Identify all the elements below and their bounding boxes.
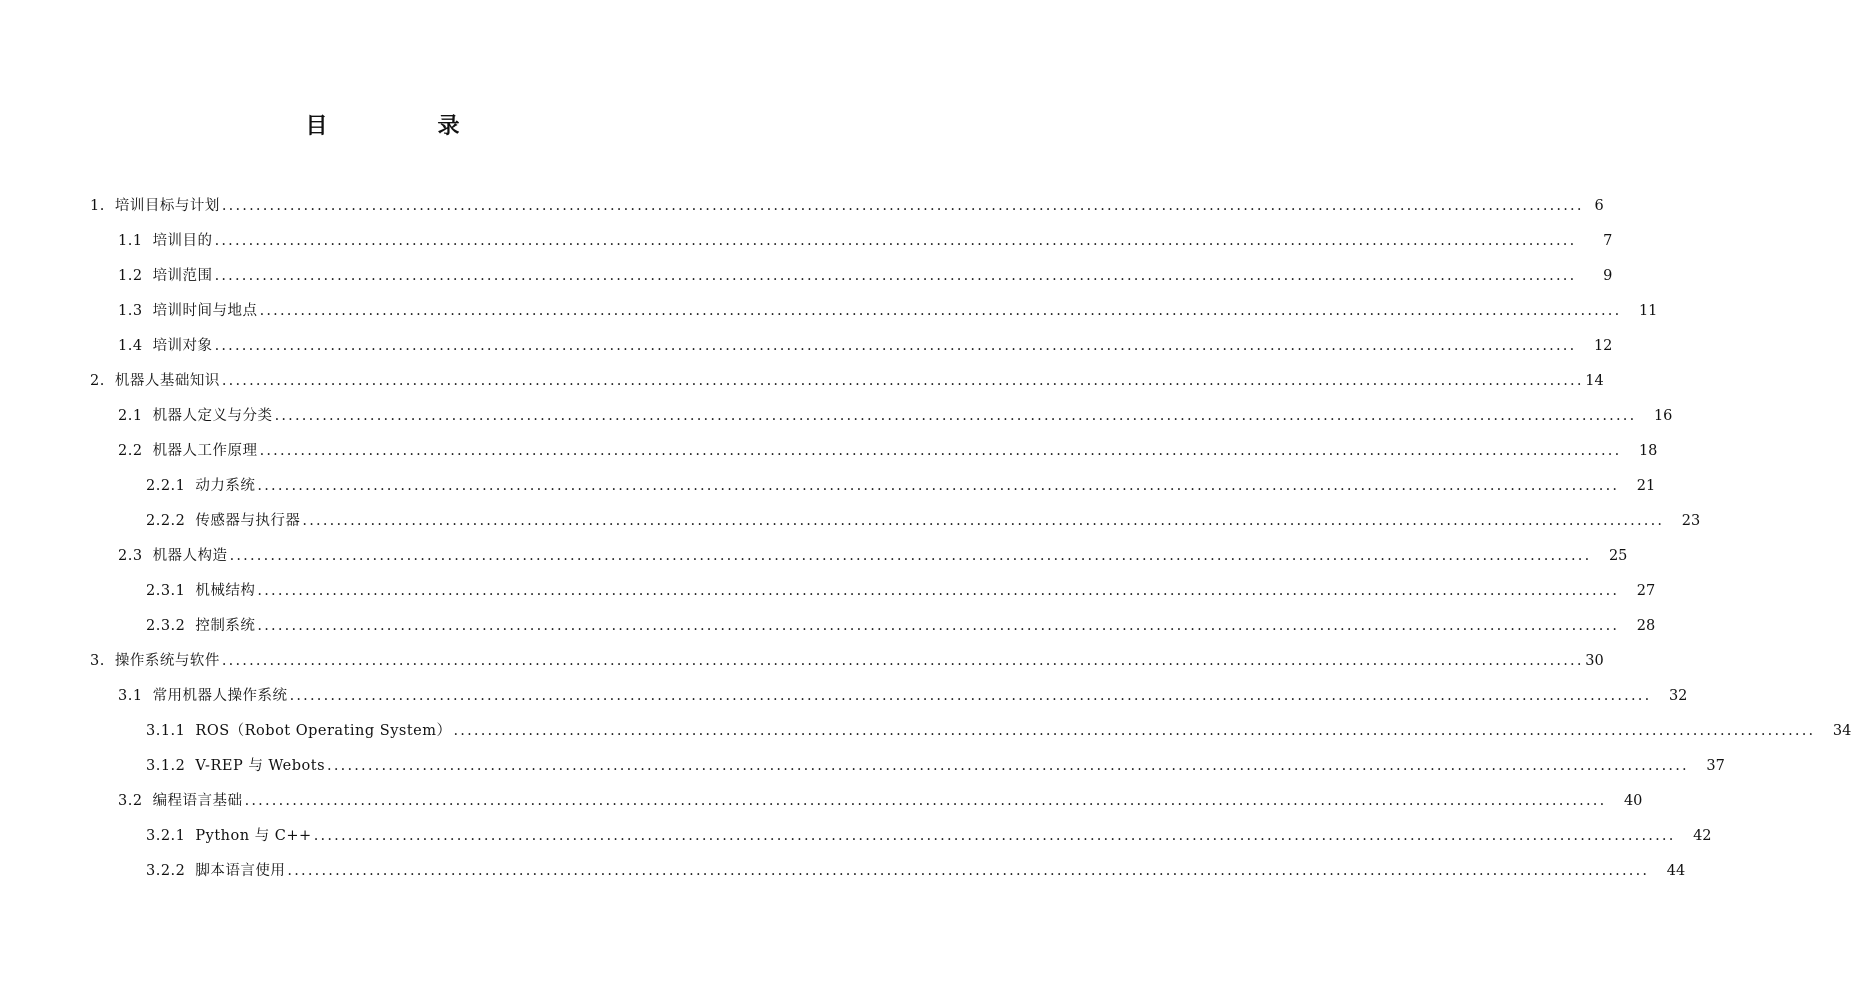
toc-entry[interactable] [0,398,1673,433]
toc-entry-title: 控制系统 [195,618,256,635]
toc-entry-label [90,196,220,216]
toc-entry-label [118,301,258,321]
dot-leader: ........................................................................................................................................................................................................ [221,653,1584,670]
dot-leader: ........................................................................................................................................................................................................ [214,232,1577,249]
toc-entry-title: 机器人定义与分类 [152,407,273,424]
toc-entry[interactable] [0,363,1604,398]
dot-leader: ........................................................................................................................................................................................................ [214,267,1577,284]
dot-leader: ........................................................................................................................................................................................................ [287,863,1650,880]
toc-entry[interactable] [0,714,1851,749]
toc-entry-title: Python 与 C++ [195,828,312,845]
toc-entry-number: 3.1.2 [146,758,186,775]
toc-entry-title: 机器人工作原理 [152,442,258,459]
page-title: 目 录 [305,114,504,139]
toc-entry-page-number: 23 [1681,512,1701,529]
toc-entry-number: 1.3 [118,302,143,319]
toc-entry-page-number: 28 [1636,618,1656,635]
toc-entry-label [146,581,255,601]
toc-entry-number: 2.3 [118,547,143,564]
toc-entry-number: 3. [90,653,105,670]
dot-leader: ........................................................................................................................................................................................................ [229,547,1592,564]
toc-entry[interactable] [0,784,1643,819]
toc-entry-number: 2.3.1 [146,583,186,600]
toc-entry-number: 1.4 [118,337,143,354]
toc-entry-number: 1.2 [118,267,143,284]
toc-entry-label [146,861,285,881]
toc-entry-label [146,756,325,776]
toc-entry-label [146,721,451,741]
toc-entry-page-number: 7 [1603,232,1613,249]
toc-entry-title: 编程语言基础 [152,793,243,810]
toc-entry-page-number: 37 [1706,758,1725,775]
dot-leader: ........................................................................................................................................................................................................ [221,372,1584,389]
toc-entry-label [146,511,300,531]
toc-entry[interactable] [0,538,1628,573]
toc-entry-label [118,231,213,251]
toc-entry-page-number: 25 [1608,547,1628,564]
dot-leader: ........................................................................................................................................................................................................ [327,758,1689,775]
toc-entry-label [118,406,273,426]
dot-leader: ........................................................................................................................................................................................................ [302,512,1665,529]
toc-entry-title: 培训目的 [152,232,213,249]
toc-entry-page-number: 21 [1636,477,1656,494]
toc-entry-label [146,826,312,846]
toc-entry-number: 2.2.2 [146,512,186,529]
toc-entry-number: 3.2.2 [146,863,186,880]
toc-entry-number: 3.1 [118,688,143,705]
toc-entry-title: 培训时间与地点 [152,302,258,319]
toc-entry-page-number: 14 [1585,372,1604,389]
toc-entry[interactable] [0,258,1613,293]
dot-leader: ........................................................................................................................................................................................................ [244,793,1607,810]
toc-entry-label [90,651,220,671]
toc-entry-page-number: 42 [1693,828,1712,845]
toc-entry-number: 3.2 [118,793,143,810]
toc-entry-label [118,546,228,566]
toc-entry-number: 3.1.1 [146,723,186,740]
toc-entry[interactable] [0,574,1656,609]
dot-leader: ........................................................................................................................................................................................................ [453,723,1816,740]
toc-entry[interactable] [0,328,1613,363]
dot-leader: ........................................................................................................................................................................................................ [313,828,1676,845]
toc-entry-number: 2.3.2 [146,618,186,635]
toc-entry[interactable] [0,503,1701,538]
toc-entry-title: 机器人基础知识 [114,372,220,389]
toc-entry[interactable] [0,293,1658,328]
toc-entry-number: 1. [90,197,105,214]
toc-entry-page-number: 18 [1638,442,1658,459]
dot-leader: ........................................................................................................................................................................................................ [214,337,1577,354]
toc-entry-number: 2. [90,372,105,389]
dot-leader: ........................................................................................................................................................................................................ [259,302,1622,319]
toc-entry-title: V-REP 与 Webots [195,758,326,775]
toc-entry-label [146,476,255,496]
toc-entry-page-number: 34 [1832,723,1851,740]
toc-entry-label [90,371,220,391]
toc-entry-title: 传感器与执行器 [195,512,301,529]
toc-entry-page-number: 40 [1623,793,1643,810]
toc-entry-title: 机器人构造 [152,547,228,564]
toc-entry-label [146,616,255,636]
dot-leader: ........................................................................................................................................................................................................ [257,477,1620,494]
toc-entry[interactable] [0,679,1688,714]
table-of-contents [0,188,1851,889]
dot-leader: ........................................................................................................................................................................................................ [257,583,1620,600]
dot-leader: ........................................................................................................................................................................................................ [274,407,1637,424]
toc-entry-title: 动力系统 [195,477,256,494]
dot-leader: ........................................................................................................................................................................................................ [257,618,1620,635]
toc-entry[interactable] [0,749,1725,784]
toc-entry-page-number: 6 [1594,197,1604,214]
toc-entry-number: 2.2.1 [146,477,186,494]
toc-entry-label [118,686,288,706]
toc-entry-title: ROS（Robot Operating System） [195,723,452,740]
toc-entry-page-number: 16 [1653,407,1673,424]
toc-entry-page-number: 27 [1636,583,1656,600]
toc-entry[interactable] [0,223,1613,258]
toc-entry-title: 培训对象 [152,337,213,354]
toc-entry[interactable] [0,644,1604,679]
toc-entry-number: 2.2 [118,442,143,459]
toc-entry-page-number: 9 [1603,267,1613,284]
toc-entry-page-number: 44 [1666,863,1686,880]
toc-entry-number: 2.1 [118,407,143,424]
toc-entry[interactable] [0,188,1604,223]
toc-entry-page-number: 32 [1668,688,1688,705]
toc-entry-title: 培训目标与计划 [114,197,220,214]
dot-leader: ........................................................................................................................................................................................................ [221,197,1584,214]
toc-entry-label [118,266,213,286]
dot-leader: ........................................................................................................................................................................................................ [289,688,1652,705]
toc-entry-title: 脚本语言使用 [195,863,286,880]
toc-entry[interactable] [0,819,1712,854]
toc-entry-label [118,441,258,461]
toc-entry-label [118,791,243,811]
toc-entry-number: 3.2.1 [146,828,186,845]
toc-entry-page-number: 30 [1585,653,1604,670]
dot-leader: ........................................................................................................................................................................................................ [259,442,1622,459]
toc-entry[interactable] [0,609,1656,644]
toc-entry-title: 常用机器人操作系统 [152,688,288,705]
toc-entry-number: 1.1 [118,232,143,249]
toc-entry-title: 培训范围 [152,267,213,284]
toc-entry-title: 操作系统与软件 [114,653,220,670]
toc-entry-label [118,336,213,356]
toc-entry[interactable] [0,468,1656,503]
toc-entry[interactable] [0,854,1686,889]
toc-entry-page-number: 11 [1638,302,1658,319]
toc-entry[interactable] [0,433,1658,468]
toc-entry-title: 机械结构 [195,583,256,600]
toc-entry-page-number: 12 [1593,337,1613,354]
